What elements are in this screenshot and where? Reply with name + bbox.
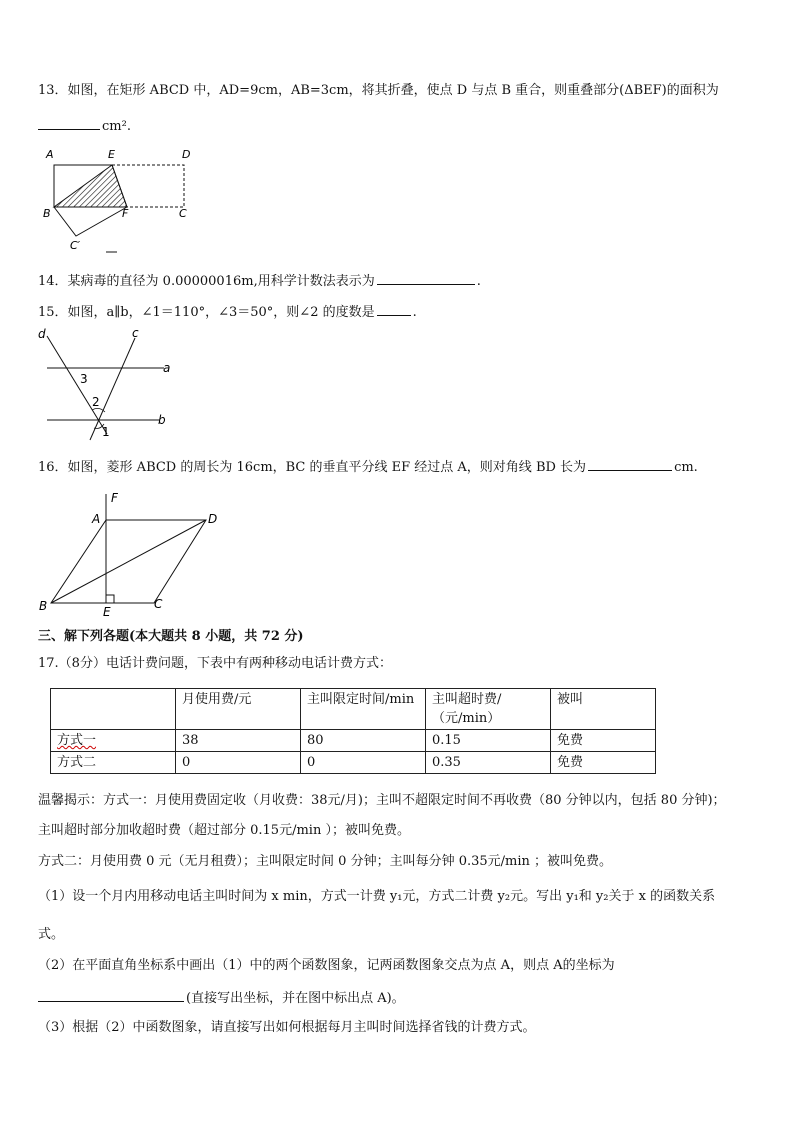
q14-end: . (476, 274, 481, 289)
table-cell: 0 (176, 752, 301, 774)
table-cell: 80 (301, 730, 426, 752)
q17-blank[interactable] (38, 988, 184, 1002)
q17-intro: 17.（8分）电话计费问题，下表中有两种移动电话计费方式： (38, 656, 392, 671)
table-header-cell: 主叫超时费/（元/min） (426, 689, 551, 730)
q15-blank[interactable] (377, 302, 411, 316)
q13-answer-line (38, 116, 131, 136)
fig15-line-d (47, 336, 107, 434)
table-cell: 0.15 (426, 730, 551, 752)
q13-text: 13．如图，在矩形 ABCD 中，AD=9cm，AB=3cm，将其折叠，使点 D 与点 B 重合，则重叠部分(ΔBEF)的面积为 (38, 83, 719, 98)
q15-end: . (412, 305, 417, 320)
q13-unit: cm². (102, 119, 131, 134)
fig16-right-angle (106, 595, 114, 603)
table-header-cell: 主叫限定时间/min (301, 689, 426, 730)
q17-tip-3: 方式二：月使用费 0 元（无月租费）；主叫限定时间 0 分钟；主叫每分钟 0.35元/min ；被叫免费。 (38, 854, 613, 869)
q17-part-3: （3）根据（2）中函数图象，请直接写出如何根据每月主叫时间选择省钱的计费方式。 (38, 1020, 536, 1035)
fig15-label-2: 2 (92, 395, 100, 409)
q17-part-2b-text: (直接写出坐标，并在图中标出点 A)。 (186, 991, 405, 1006)
q17-part-1b: 式。 (38, 927, 65, 942)
table-header-row (51, 689, 656, 730)
fig16-label-a: A (92, 512, 101, 526)
table-header-cell: 被叫 (551, 689, 656, 730)
fig16-diagonal-bd (51, 520, 206, 603)
table-cell: 38 (176, 730, 301, 752)
fig16-label-d: D (208, 512, 218, 526)
q17-tip-2: 主叫超时部分加收超时费（超过部分 0.15元/min ）；被叫免费。 (38, 823, 410, 838)
table-cell: 免费 (551, 730, 656, 752)
fig15-label-1: 1 (102, 425, 110, 439)
fig15-label-d: d (38, 327, 46, 341)
q16-blank[interactable] (588, 457, 672, 471)
table-cell: 方式二 (51, 752, 176, 774)
fig15-line-c (90, 338, 135, 440)
fig16-label-e: E (103, 605, 111, 618)
fig16-label-b: B (39, 599, 48, 613)
table-cell: 0.35 (426, 752, 551, 774)
fig13-label-c: C (179, 207, 187, 220)
section-3-heading: 三、解下列各题(本大题共 8 小题，共 72 分) (38, 629, 304, 644)
fig16-label-c: C (154, 597, 163, 611)
table-cell-text: 方式一 (57, 733, 97, 748)
fig13-label-b: B (43, 207, 51, 220)
q14-blank[interactable] (377, 271, 475, 285)
fig13-label-f: F (122, 207, 129, 220)
table-row (51, 730, 656, 752)
fig13-fold-line (54, 207, 127, 236)
fig13-overlap-bef (54, 165, 127, 207)
table-cell (51, 730, 176, 752)
fig16-label-f: F (111, 491, 118, 505)
q17-part-2b (38, 988, 405, 1008)
q16-text (38, 457, 698, 477)
q17-part-1a: （1）设一个月内用移动电话主叫时间为 x min，方式一计费 y₁元，方式二计费 y₂元。写出 y₁和 y₂关于 x 的函数关系 (38, 889, 716, 904)
q17-tip-1: 温馨揭示：方式一：月使用费固定收（月收费：38元/月)；主叫不超限定时间不再收费（80 分钟以内，包括 80 分钟)； (38, 793, 726, 808)
fig13-label-cprime: C′ (70, 239, 81, 252)
fig15-label-3: 3 (80, 372, 88, 386)
table-row (51, 752, 656, 774)
fig16-rhombus (34, 486, 234, 618)
fig15-label-a: a (163, 361, 171, 375)
fig13-label-d: D (182, 148, 191, 161)
table-header-cell (51, 689, 176, 730)
table-header-cell: 月使用费/元 (176, 689, 301, 730)
q16-unit: cm. (674, 460, 698, 475)
fig13-label-a: A (46, 148, 54, 161)
q15-text (38, 302, 417, 322)
fee-table (50, 688, 656, 774)
q13-blank[interactable] (38, 116, 100, 130)
fig15-label-b: b (158, 413, 166, 427)
q15-stem: 15．如图，a∥b，∠1＝110°，∠3＝50°，则∠2 的度数是 (38, 305, 375, 320)
fig13-rectangle-fold (38, 146, 198, 258)
fig15-parallel-lines (34, 326, 180, 448)
q17-part-2a: （2）在平面直角坐标系中画出（1）中的两个函数图象，记两函数图象交点为点 A，则点 A的坐标为 (38, 958, 615, 973)
q16-stem: 16．如图，菱形 ABCD 的周长为 16cm，BC 的垂直平分线 EF 经过点 A，则对角线 BD 长为 (38, 460, 587, 475)
table-cell: 免费 (551, 752, 656, 774)
fig13-label-e: E (108, 148, 115, 161)
fig15-label-c: c (132, 326, 139, 340)
table-cell: 0 (301, 752, 426, 774)
q14-stem: 14．某病毒的直径为 0.00000016m,用科学计数法表示为 (38, 274, 375, 289)
q14-text (38, 271, 481, 291)
